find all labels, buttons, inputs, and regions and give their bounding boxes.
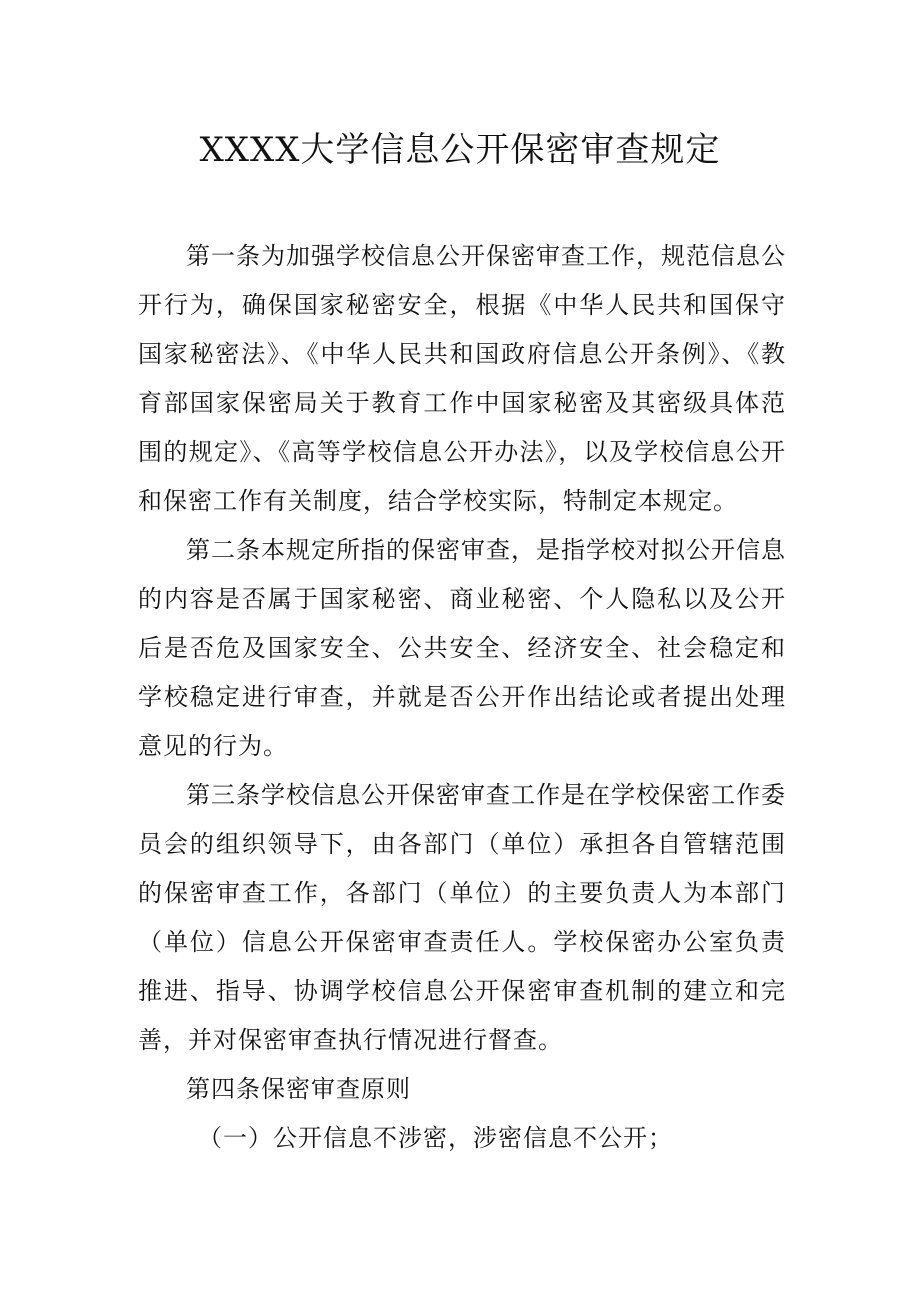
article-4 bbox=[138, 1065, 786, 1114]
article-1-text: 为加强学校信息公开保密审查工作，规范信息公开行为，确保国家秘密安全，根据《中华人民共和国保守国家秘密法》、《中华人民共和国政府信息公开条例》、《教育部国家保密局关于教育工作中国家秘密及其密级具体范围的规定》、《高等学校信息公开办法》，以及学校信息公开和保密工作有关制度，结合学校实际，特制定本规定。 bbox=[138, 242, 786, 515]
article-3-heading: 第三条 bbox=[186, 781, 261, 809]
article-3 bbox=[138, 771, 786, 1065]
document-title: XXXX大学信息公开保密审查规定 bbox=[199, 130, 721, 170]
article-2 bbox=[138, 526, 786, 771]
article-1-heading: 第一条 bbox=[186, 242, 261, 270]
article-2-heading: 第二条 bbox=[186, 536, 261, 564]
article-1 bbox=[138, 232, 786, 526]
principle-item-1: （一）公开信息不涉密，涉密信息不公开； bbox=[198, 1124, 673, 1152]
article-2-text: 本规定所指的保密审查，是指学校对拟公开信息的内容是否属于国家秘密、商业秘密、个人隐私以及公开后是否危及国家安全、公共安全、经济安全、社会稳定和学校稳定进行审查，并就是否公开作出结论或者提出处理意见的行为。 bbox=[138, 536, 786, 760]
article-4-text: 保密审查原则 bbox=[261, 1075, 411, 1103]
article-4-heading: 第四条 bbox=[186, 1075, 261, 1103]
article-3-text: 学校信息公开保密审查工作是在学校保密工作委员会的组织领导下，由各部门（单位）承担各自管辖范围的保密审查工作，各部门（单位）的主要负责人为本部门（单位）信息公开保密审查责任人。学校保密办公室负责推进、指导、协调学校信息公开保密审查机制的建立和完善，并对保密审查执行情况进行督查。 bbox=[138, 781, 786, 1054]
document-body bbox=[138, 232, 786, 1163]
